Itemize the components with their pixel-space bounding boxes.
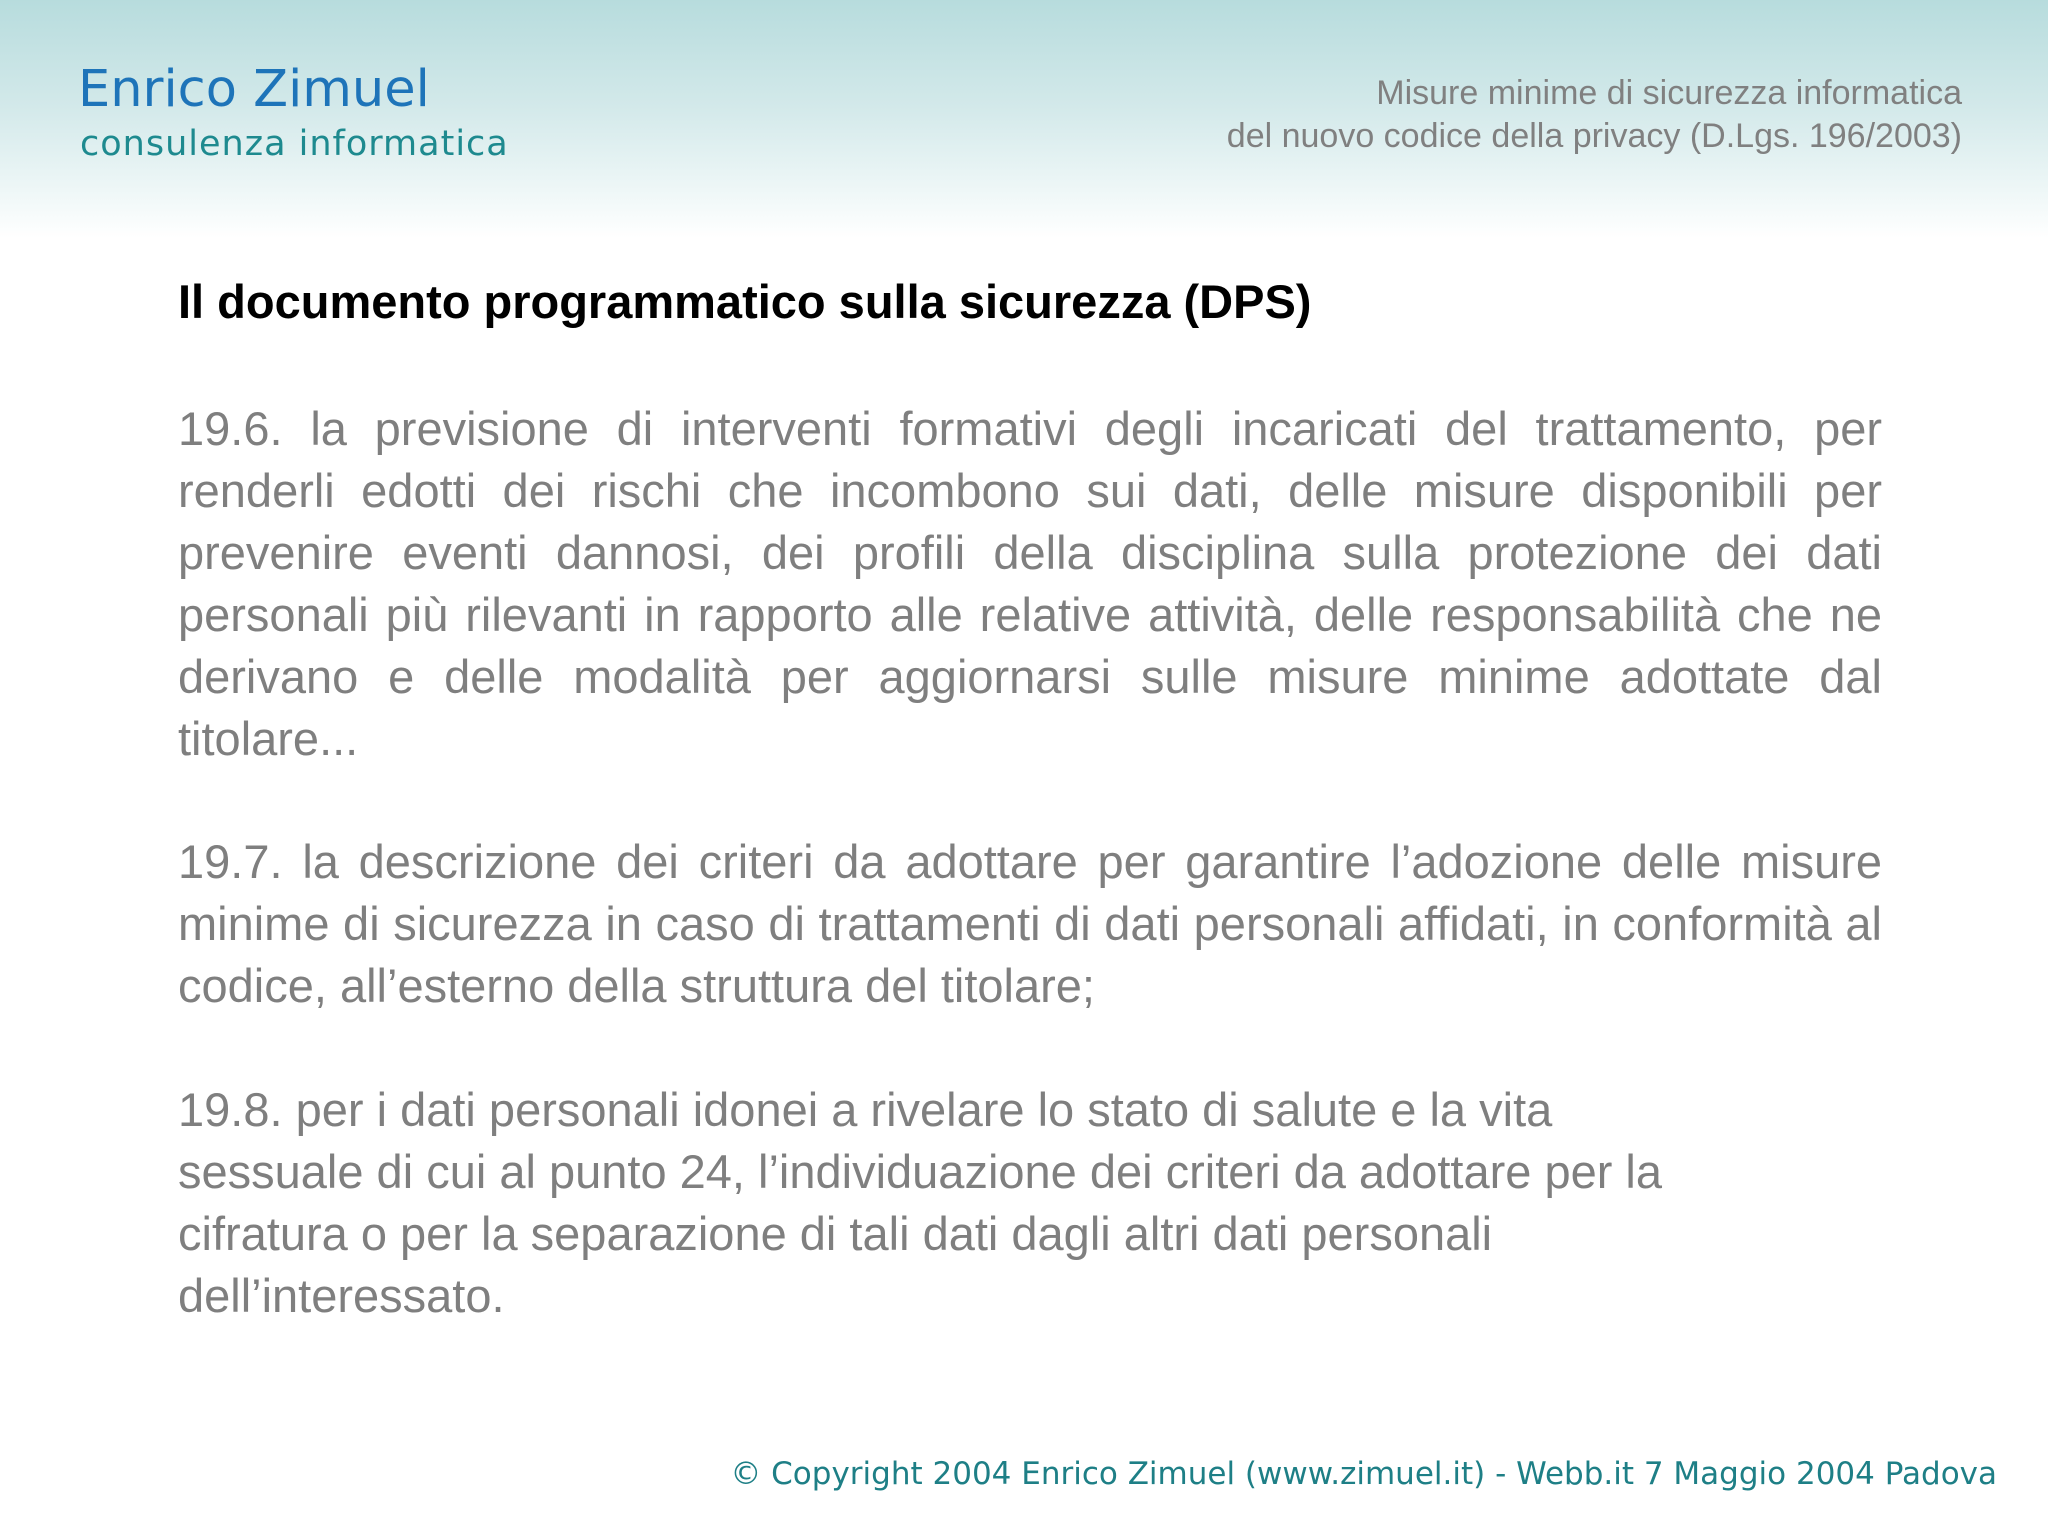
slide-heading: Il documento programmatico sulla sicurezza (DPS)	[178, 275, 1312, 328]
clause-number: 19.7.	[178, 835, 283, 888]
clause-19-7	[178, 831, 1882, 1017]
presentation-title-line-2: del nuovo codice della privacy (D.Lgs. 196/2003)	[1226, 117, 1962, 155]
brand-tagline: consulenza informatica	[80, 124, 509, 164]
clause-line-1	[178, 1079, 1882, 1141]
clause-text: la previsione di interventi formativi degli incaricati del trattamento, per renderli edotti dei rischi che incombono sui dati, delle misure disponibili per prevenire eventi dannosi, dei profili della disciplina sulla protezione dei dati personali più rilevanti in rapporto alle relative attività, delle responsabilità che ne derivano e delle modalità per aggiornarsi sulle misure minime adottate dal titolare...	[178, 402, 1882, 765]
presentation-title	[1227, 72, 1962, 158]
clause-text-line-1: per i dati personali idonei a rivelare lo stato di salute e la vita	[295, 1083, 1553, 1136]
copyright-footer: © Copyright 2004 Enrico Zimuel (www.zimuel.it) - Webb.it 7 Maggio 2004 Padova	[730, 1456, 1997, 1492]
clause-line-4: dell’interessato.	[178, 1269, 505, 1322]
clause-19-6	[178, 398, 1882, 770]
clause-number: 19.8.	[178, 1083, 283, 1136]
clause-text: la descrizione dei criteri da adottare per garantire l’adozione delle misure minime di sicurezza in caso di trattamenti di dati personali affidati, in conformità al codice, all’esterno della struttura del titolare;	[178, 835, 1882, 1012]
presentation-title-line-1: Misure minime di sicurezza informatica	[1376, 74, 1962, 112]
clause-line-3: cifratura o per la separazione di tali dati dagli altri dati personali	[178, 1207, 1493, 1260]
clause-line-2: sessuale di cui al punto 24, l’individuazione dei criteri da adottare per la	[178, 1145, 1663, 1198]
slide-header	[0, 0, 2048, 238]
clause-19-8	[178, 1079, 1882, 1327]
brand-name: Enrico Zimuel	[78, 60, 430, 119]
clause-number: 19.6.	[178, 402, 283, 455]
